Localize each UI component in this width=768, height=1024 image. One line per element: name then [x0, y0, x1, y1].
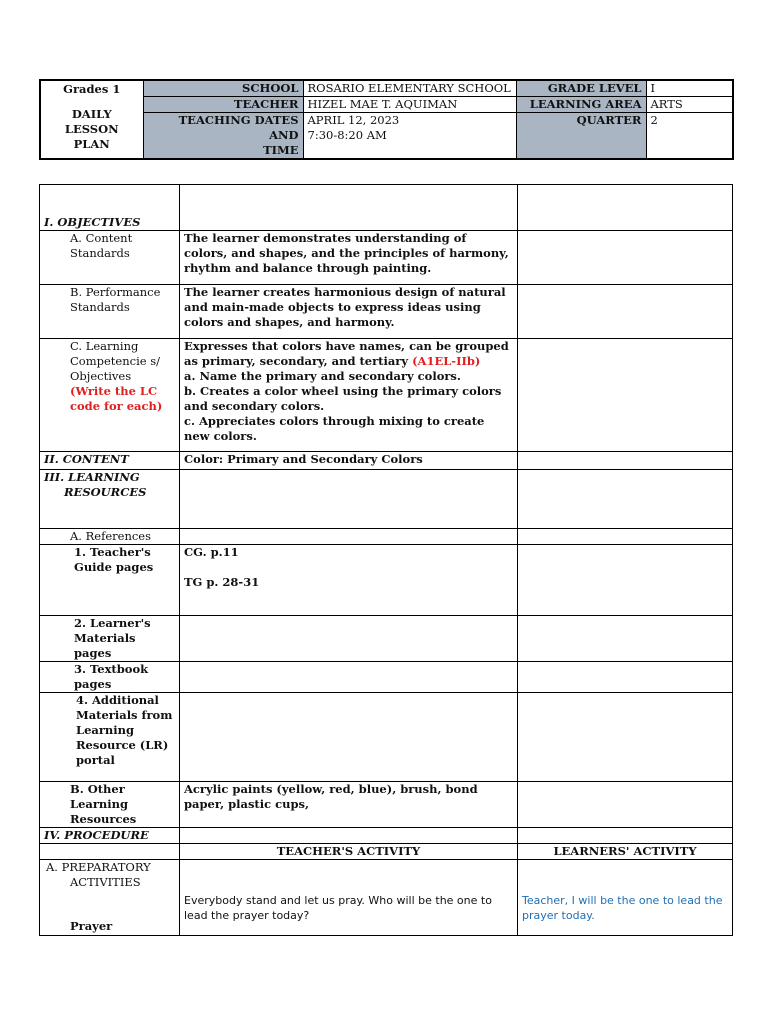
procedure-heading-row	[40, 828, 733, 844]
teachers-guide-row	[40, 545, 733, 616]
references-row	[40, 529, 733, 545]
dates-value-line1: APRIL 12, 2023	[307, 113, 400, 127]
teachers-guide-empty	[518, 545, 733, 616]
learners-materials-empty	[180, 616, 518, 662]
learning-area-label: LEARNING AREA	[516, 97, 646, 113]
performance-standards-label: B. Performance Standards	[40, 285, 180, 339]
references-empty	[180, 529, 518, 545]
dates-label-line2: TIME	[263, 143, 299, 157]
objectives-heading: I. OBJECTIVES	[40, 185, 180, 231]
grades-label: Grades 1	[63, 82, 121, 96]
activity-headers-empty	[40, 844, 180, 860]
references-label: A. References	[40, 529, 180, 545]
content-row	[40, 452, 733, 470]
content-standards-label: A. Content Standards	[40, 231, 180, 285]
resources-heading-empty-2	[518, 470, 733, 529]
additional-materials-empty	[180, 693, 518, 782]
resources-heading-line1: III. LEARNING	[44, 470, 140, 484]
objectives-heading-row	[40, 185, 733, 231]
resources-heading-empty	[180, 470, 518, 529]
procedure-heading: IV. PROCEDURE	[40, 828, 180, 844]
learners-materials-label: 2. Learner's Materials pages	[40, 616, 180, 662]
teacher-label: TEACHER	[143, 97, 303, 113]
procedure-heading-empty	[180, 828, 518, 844]
resources-heading-row	[40, 470, 733, 529]
teachers-activity-header: TEACHER'S ACTIVITY	[180, 844, 518, 860]
additional-materials-empty-2	[518, 693, 733, 782]
plan-title-line2: LESSON PLAN	[64, 122, 119, 151]
learners-materials-empty-2	[518, 616, 733, 662]
school-label: SCHOOL	[143, 80, 303, 97]
other-resources-text: Acrylic paints (yellow, red, blue), brush, bond paper, plastic cups,	[180, 782, 518, 828]
school-value: ROSARIO ELEMENTARY SCHOOL	[303, 80, 516, 97]
lesson-plan-body	[39, 184, 733, 936]
textbook-label: 3. Textbook pages	[40, 662, 180, 693]
resources-heading	[40, 470, 180, 529]
other-resources-row	[40, 782, 733, 828]
additional-materials-row	[40, 693, 733, 782]
activity-headers-row	[40, 844, 733, 860]
dates-value-line2: 7:30-8:20 AM	[307, 128, 387, 142]
additional-materials-label: 4. Additional Materials from Learning Resource (LR) portal	[40, 693, 180, 782]
competencies-note: (Write the LC code for each)	[70, 384, 163, 413]
competencies-intro: Expresses that colors have names, can be grouped as primary, secondary, and tertiary	[184, 339, 509, 368]
teacher-value: HIZEL MAE T. AQUIMAN	[303, 97, 516, 113]
content-text: Color: Primary and Secondary Colors	[180, 452, 518, 470]
dates-label-line1: TEACHING DATES AND	[178, 113, 299, 142]
learners-activity-header: LEARNERS' ACTIVITY	[518, 844, 733, 860]
preparatory-label: A. PREPARATORY ACTIVITIES	[46, 860, 151, 889]
references-empty-2	[518, 529, 733, 545]
teachers-guide-label: 1. Teacher's Guide pages	[40, 545, 180, 616]
content-standards-row	[40, 231, 733, 285]
grades-cell	[40, 80, 143, 159]
textbook-empty	[180, 662, 518, 693]
textbook-empty-2	[518, 662, 733, 693]
performance-standards-row	[40, 285, 733, 339]
content-standards-text: The learner demonstrates understanding of colors, and shapes, and the principles of harmony, rhythm and balance through painting.	[180, 231, 518, 285]
teachers-guide-line1: CG. p.11	[184, 545, 239, 559]
preparatory-cell	[40, 860, 180, 936]
competency-c: c. Appreciates colors through mixing to create new colors.	[184, 414, 485, 443]
content-standards-empty	[518, 231, 733, 285]
competencies-row	[40, 339, 733, 452]
grade-level-value: I	[646, 80, 733, 97]
competencies-label-cell	[40, 339, 180, 452]
teachers-guide-line2: TG p. 28-31	[184, 575, 260, 589]
dates-value	[303, 113, 516, 160]
learner-prayer-text: Teacher, I will be the one to lead the prayer today.	[518, 860, 733, 936]
content-empty	[518, 452, 733, 470]
performance-standards-empty	[518, 285, 733, 339]
teachers-guide-cell	[180, 545, 518, 616]
resources-heading-line2: RESOURCES	[64, 485, 147, 499]
competency-b: b. Creates a color wheel using the primary colors and secondary colors.	[184, 384, 502, 413]
teacher-prayer-text: Everybody stand and let us pray. Who will be the one to lead the prayer today?	[180, 860, 518, 936]
competencies-empty	[518, 339, 733, 452]
procedure-heading-empty-2	[518, 828, 733, 844]
prayer-row	[40, 860, 733, 936]
textbook-row	[40, 662, 733, 693]
content-heading: II. CONTENT	[40, 452, 180, 470]
prayer-label: Prayer	[70, 919, 113, 933]
competency-a: a. Name the primary and secondary colors.	[184, 369, 461, 383]
learning-area-value: ARTS	[646, 97, 733, 113]
objectives-heading-empty-2	[518, 185, 733, 231]
other-resources-empty	[518, 782, 733, 828]
plan-title-line1: DAILY	[71, 107, 112, 121]
grade-level-label: GRADE LEVEL	[516, 80, 646, 97]
other-resources-label: B. Other Learning Resources	[40, 782, 180, 828]
objectives-heading-empty	[180, 185, 518, 231]
performance-standards-text: The learner creates harmonious design of natural and main-made objects to express ideas using colors and shapes, and harmony.	[180, 285, 518, 339]
quarter-value: 2	[646, 113, 733, 160]
competencies-text-cell	[180, 339, 518, 452]
dates-label	[143, 113, 303, 160]
quarter-label: QUARTER	[516, 113, 646, 160]
competencies-label: C. Learning Competencie s/ Objectives	[70, 339, 160, 383]
learners-materials-row	[40, 616, 733, 662]
competencies-code: (A1EL-IIb)	[412, 354, 481, 368]
lesson-plan-header	[39, 79, 734, 160]
